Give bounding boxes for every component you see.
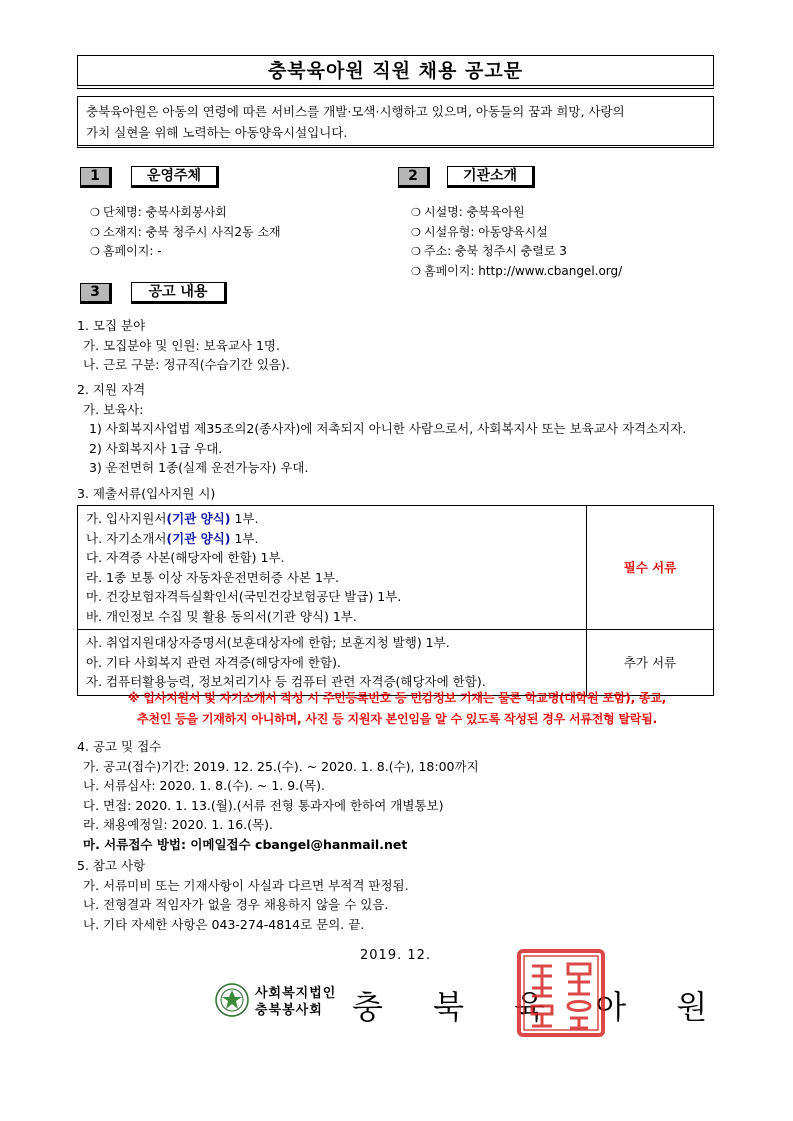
additional-docs-label: 추가 서류 [587, 630, 714, 696]
doc-line: 다. 자격증 사본(해당자에 한함) 1부. [86, 550, 285, 565]
documents-heading: 3. 제출서류(입사지원 시) [77, 486, 216, 501]
official-seal-icon [516, 948, 606, 1038]
required-docs-cell [78, 506, 587, 630]
bullet-icon: ❍ [411, 264, 421, 278]
qualification-line: 3) 운전면허 1종(실제 운전가능자) 우대. [89, 460, 309, 475]
section-1-title: 운영주체 [131, 166, 219, 188]
section-1-list [90, 203, 281, 262]
notes-line: 나. 기타 자세한 사항은 043-274-4814로 문의. 끝. [83, 916, 365, 932]
org-type-block [255, 985, 336, 1019]
recruit-line: 가. 모집분야 및 인원: 보육교사 1명. [83, 337, 280, 353]
section-3-title: 공고 내용 [131, 282, 227, 304]
qualification-heading: 2. 지원 자격 [77, 382, 146, 397]
list-item: ❍ 시설유형: 아동양육시설 [411, 223, 622, 243]
notes-line: 가. 서류미비 또는 기재사항이 사실과 다르면 부적격 판정됨. [83, 877, 409, 893]
notes-heading: 5. 참고 사항 [77, 858, 146, 873]
bullet-icon: ❍ [90, 206, 100, 219]
form-note: (기관 양식) [166, 511, 231, 526]
required-docs-label: 필수 서류 [587, 506, 714, 630]
section-2-list [411, 203, 622, 281]
schedule-section [77, 737, 479, 854]
bullet-icon: ❍ [411, 206, 421, 219]
qualification-sub: 가. 보육사: [83, 401, 144, 417]
doc-line: 나. 자기소개서(기관 양식) 1부. [86, 530, 259, 546]
submission-method: 마. 서류접수 방법: 이메일접수 cbangel@hanmail.net [83, 836, 408, 852]
recruit-line: 나. 근로 구분: 정규직(수습기간 있음). [83, 357, 290, 372]
additional-docs-cell [78, 630, 587, 696]
intro-line-1: 충북육아원은 아동의 연령에 따른 서비스를 개발·모색·시행하고 있으며, 아동들의 꿈과 희망, 사랑의 [86, 104, 625, 119]
list-item: ❍ 소재지: 충북 청주시 사직2동 소재 [90, 223, 281, 243]
qualification-section [77, 380, 686, 478]
intro-line-2: 가치 실현을 위해 노력하는 아동양육시설입니다. [86, 125, 348, 140]
bullet-icon: ❍ [90, 245, 100, 258]
warning-note [77, 688, 717, 730]
qualification-line: 1) 사회복지사업법 제35조의2(종사자)에 저촉되지 아니한 사람으로서, 사회복지사 또는 보육교사 자격소지자. [89, 421, 687, 436]
issue-date: 2019. 12. [360, 948, 432, 963]
organization-emblem-icon [215, 983, 249, 1017]
doc-line: 바. 개인정보 수집 및 활용 동의서(기관 양식) 1부. [86, 608, 357, 624]
schedule-heading: 4. 공고 및 접수 [77, 739, 162, 754]
doc-line: 사. 취업지원대상자증명서(보훈대상자에 한함; 보훈지청 발행) 1부. [86, 635, 450, 650]
org-type: 사회복지법인 [255, 986, 337, 1001]
doc-line: 가. 입사지원서(기관 양식) 1부. [86, 511, 259, 526]
notes-section [77, 856, 409, 934]
page-title: 충북육아원 직원 채용 공고문 [77, 55, 714, 89]
recruit-heading: 1. 모집 분야 [77, 318, 146, 333]
list-item: ❍ 주소: 충북 청주시 충렬로 3 [411, 242, 622, 262]
warning-line-2: 추천인 등을 기재하지 아니하며, 사진 등 지원자 본인임을 알 수 있도록 작성된 경우 서류전형 탈락됨. [136, 712, 658, 726]
list-item [411, 262, 622, 282]
org-name: 충 북 육 아 원 [352, 988, 728, 1026]
table-row [78, 630, 714, 696]
list-item: ❍ 홈페이지: - [90, 242, 281, 262]
bullet-icon: ❍ [90, 225, 100, 239]
schedule-line: 라. 채용예정일: 2020. 1. 16.(목). [83, 817, 273, 832]
list-item: ❍ 시설명: 충북육아원 [411, 203, 622, 223]
intro-box [77, 96, 714, 148]
section-3-number: 3 [80, 283, 112, 304]
org-parent: 충북봉사회 [255, 1003, 323, 1018]
table-row [78, 506, 714, 630]
recruit-section [77, 316, 290, 375]
bullet-icon: ❍ [411, 225, 421, 239]
doc-line: 마. 건강보험자격득실확인서(국민건강보험공단 발급) 1부. [86, 589, 402, 604]
doc-line: 라. 1종 보통 이상 자동차운전면허증 사본 1부. [86, 569, 339, 585]
documents-table [77, 505, 714, 696]
schedule-line: 나. 서류심사: 2020. 1. 8.(수). ~ 1. 9.(목). [83, 778, 325, 793]
section-1-number: 1 [80, 167, 112, 188]
notes-line: 나. 전형결과 적임자가 없을 경우 채용하지 않을 수 있음. [83, 897, 389, 912]
form-note: (기관 양식) [166, 530, 231, 546]
section-2-number: 2 [398, 167, 430, 188]
bullet-icon: ❍ [411, 245, 421, 258]
qualification-line: 2) 사회복지사 1급 우대. [89, 440, 223, 456]
warning-line-1: ※ 입사지원서 및 자기소개서 작성 시 주민등록번호 등 민감정보 기재는 물론 학교명(대학원 포함), 종교, [127, 691, 667, 705]
section-2-title: 기관소개 [447, 166, 535, 188]
doc-line: 자. 컴퓨터활용능력, 정보처리기사 등 컴퓨터 관련 자격증(해당자에 한함). [86, 674, 486, 689]
list-item: ❍ 단체명: 충북사회봉사회 [90, 203, 281, 223]
doc-line: 아. 기타 사회복지 관련 자격증(해당자에 한함). [86, 654, 341, 670]
schedule-line: 가. 공고(접수)기간: 2019. 12. 25.(수). ~ 2020. 1. 8.(수), 18:00까지 [83, 758, 479, 774]
homepage-link[interactable]: 홈페이지: http://www.cbangel.org/ [424, 263, 623, 278]
schedule-line: 다. 면접: 2020. 1. 13.(월).(서류 전형 통과자에 한하여 개별통보) [83, 797, 444, 813]
